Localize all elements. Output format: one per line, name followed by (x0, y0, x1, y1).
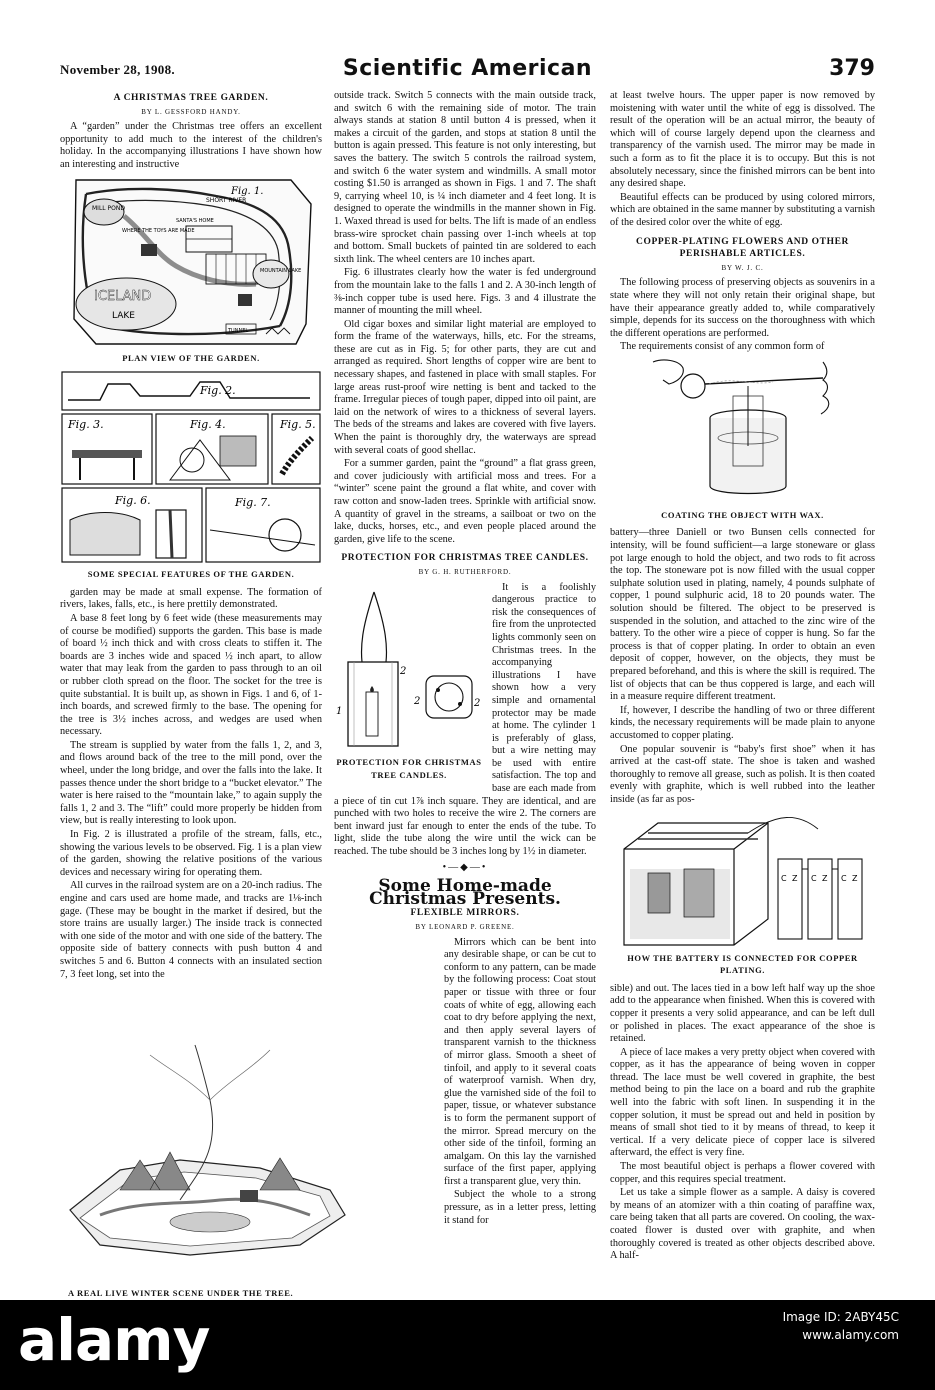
fig-number-label: Fig. 2. (200, 384, 236, 398)
paragraph: If, however, I describe the handling of two or three different kinds, the necessary requirements will be made plain to anyone accustomed to copper plating. (610, 704, 875, 741)
issue-date: November 28, 1908. (60, 62, 175, 77)
article-byline: BY G. H. RUTHERFORD. (418, 567, 512, 576)
fig-number-label: Fig. 7. (235, 496, 271, 510)
paragraph: A “garden” under the Christmas tree offers an excellent opportunity to add much to the interest of the children's holiday. In the accompanying illustrations I have shown how an interesting and instructive (60, 121, 322, 170)
section-headline: Some Home-made Christmas Presents. (369, 876, 561, 909)
plan-label: ICELAND (94, 288, 152, 304)
cell-label: C (780, 873, 787, 883)
paragraph: battery—three Daniell or two Bunsen cells connected for intensity, will be found sufficient—a large stoneware or glass pot large enough to hold the object, and two rods to fit across the top. The stoneware pot is now filled with the usual copper sulphate solution used in plating, namely, 4 pounds sulphate of copper, 1 pound sulphuric acid, 18 to 20 pounds water. The solution should be filtered. The object to be preserved is suspended in the solution, and attached to the zinc wire of the battery. To the other wire a piece of copper is hung. So far the process is that of copper plating. In order to obtain an even deposit of copper, however, on the objects, they must be prepared beforehand, and this is where the skill is required. The list of objects that can be thus coppered is large, and each will in a measure require different treatment. (610, 527, 875, 703)
paragraph: A piece of lace makes a very pretty object when covered with copper, as it has the appearance of being woven in copper thread. The lace must be well covered in graphite, the best method being to pin the lace on a board and rub the graphite well into the fabric with soft linen. In suspending it in the copper solution, it must be spread out and held in position by means of small shot tied to it by means of thread, to keep it vertical. If a very delicate piece of copper lace is silvered afterward, the effect is very fine. (610, 1046, 875, 1159)
fig-number-label: Fig. 4. (190, 418, 226, 432)
image-id: Image ID: 2ABY45C (782, 1310, 899, 1324)
fig-number-label: Fig. 3. (68, 418, 104, 432)
article-byline: BY LEONARD P. GREENE. (415, 923, 515, 931)
article-title: A CHRISTMAS TREE GARDEN. (113, 93, 269, 103)
paragraph: The stream is supplied by water from the falls 1, 2, and 3, and flows around back of the tree to the mill pond, over the wheel, under the long bridge, and over the falls into the lake. It passes thence under the short bridge to a “bucket elevator.” The water is here raised to the “mountain lake,” to again supply the falls 1, 2 and 3. The “lift” could more properly be hidden from view, but is really interesting to look upon. (60, 739, 322, 827)
plan-label: LAKE (112, 310, 135, 321)
plan-label: MILL POND (92, 204, 125, 212)
paragraph: In Fig. 2 is illustrated a profile of the stream, falls, etc., showing the various levels to be observed. Fig. 1 is a plan view of the garden, showing the relative positions of the various devices and necessary wiring for operating them. (60, 829, 322, 878)
article-title: PROTECTION FOR CHRISTMAS TREE CANDLES. (341, 553, 589, 564)
masthead-title: Scientific American (342, 56, 593, 81)
cell-label: Z (851, 873, 857, 883)
garden-plan-figure (66, 174, 316, 349)
battery-plating-figure (618, 809, 868, 949)
site-url: www.alamy.com (802, 1328, 899, 1342)
paragraph: For a summer garden, paint the “ground” a flat grass green, and cover judiciously with artificial moss and trees. For a “winter” scene paint the ground a flat white, and cover with raw cotton and snow-laden trees. Sprinkle with artificial snow. A quantity of gravel in the streams, a sailboat or two on the lake, ducks, horses, etc., and even people placed around the garden, give life to the scene. (334, 458, 596, 545)
paragraph: One popular souvenir is “baby's first shoe” when it has arrived at the cast-off state. The shoe is taken and washed thoroughly to remove all grease, such as polish. It is then coated evenly with graphite, which is well rubbed into the leather inside (as far as pos- (610, 743, 875, 805)
paragraph: It is a foolishly dangerous practice to risk the consequences of fire from the unprotected lights commonly seen on Christmas trees. In the accompanying illustrations I have shown how a very simple and ornamental protector may be made at home. The cylinder 1 is preferably of glass, but a wire netting may be used with entire satisfaction. The top and base are each made from a piece of tin cut 1⅞ inch square. They are identical, and are punched with two holes to receive the wire 2. The corners are bent inward just far enough to enter the ends of the tube. To light, slide the tube along the wire until the wick can be reached. The tube should be 3 inches long by 1½ in diameter. (334, 581, 596, 858)
figure-caption: SOME SPECIAL FEATURES OF THE GARDEN. (87, 569, 295, 580)
figure-caption: A REAL LIVE WINTER SCENE UNDER THE TREE. (68, 1288, 294, 1298)
figure-caption: HOW THE BATTERY IS CONNECTED FOR COPPER PLATING. (627, 952, 858, 976)
garden-features-figure (60, 370, 322, 565)
plan-label: SANTA'S HOME (176, 217, 214, 224)
plan-label: TUNNEL (228, 327, 249, 334)
paragraph: A base 8 feet long by 6 feet wide (these measurements may of course be modified) supports the garden. This base is made of board ½ inch thick and with cross cleats to stiffen it. The boards are 3 inches wide and spaced ½ inch apart, to allow water that may leak from the garden to pass through to an oil or rubber cloth spread on the floor. The socket for the tree is quite substantial. It is built up, as shown in Figs. 1 and 6, of 1-inch boards, and screwed firmly to the base. The opening for the tree is 3½ inches across, and wedges are used when necessary. (60, 612, 322, 738)
article-title: COPPER-PLATING FLOWERS AND OTHER PERISHABLE ARTICLES. (636, 236, 849, 260)
article-title: FLEXIBLE MIRRORS. (410, 908, 520, 919)
paragraph: garden may be made at small expense. The formation of rivers, lakes, falls, etc., is here prettily demonstrated. (60, 586, 322, 611)
cell-label: Z (821, 873, 827, 883)
paragraph: Old cigar boxes and similar light material are employed to form the frame of the waterways, hills, etc. For the streams, these are cut as in Fig. 5; for other parts, they are cut and arranged as required. Short lengths of copper wire are bent to necessary shapes, and fastened in place with small staples. For large areas rust-proof wire netting is bent and tacked to the frame. Irregular pieces of tough paper, dipped into oil paint, are laid on the network of wires to a thickness of several layers. The beds of the streams and lakes are covered with five layers. When the paint is thoroughly dry, the waterways are spread with several coats of good shellac. (334, 318, 596, 456)
paragraph: Subject the whole to a strong pressure, as in a letter press, letting it stand for (444, 1189, 596, 1226)
paragraph: outside track. Switch 5 connects with the main outside track, and switch 6 with the remaining side of motor. The train always stands at station 8 until button 4 is pressed, when it makes a circuit of the garden, and stops at station 8 until the button is again pressed. This feature is not only interesting, but saves the battery. The switch 5 controls the railroad system, and switch 6 the water system and windmills. A small motor costing $1.50 is arranged as shown in Figs. 1 and 7. The shaft 9, carrying wheel 10, is ¼ inch diameter and 4 feet long. It is designed to operate the windmills in the manner shown in Fig. 1. Waxed thread is used for belts. The lift is made of an endless brass-wire sprocket chain passing over 1-inch wheels at top and bottom. Small buckets of painted tin are soldered to each sixth link. The wheel centers are 10 inches apart. (334, 90, 596, 265)
figure-caption: PROTECTION FOR CHRISTMAS TREE CANDLES. (336, 757, 482, 780)
fig-number-label: 2 (414, 695, 421, 707)
fig-number-label: Fig. 6. (115, 494, 151, 508)
fig-number-label: Fig. 1. (231, 185, 264, 197)
wax-coating-figure (623, 356, 863, 506)
winter-scene-block (60, 1040, 350, 1300)
paragraph: Mirrors which can be bent into any desirable shape, or can be cut to conform to any pattern, can be made by the following process: Coat stout paper or tissue with three or four coats of white of egg, allowing each coat to dry before applying the next, and then apply several layers of transparent varnish to the thickness of mirror glass. Smooth a sheet of tinfoil, and apply to it several coats of waterproof varnish. When dry, glue the varnished side of the foil to paper, tissue, or whatever substance is to form the permanent support of the mirror. Spread mercury on the other side of the tinfoil, forming an amalgam. On this lay the varnished surface of the first paper, applying first a transparent glue, very thin. (444, 936, 596, 1187)
plan-label: MOUNTAIN LAKE (260, 267, 302, 274)
paragraph: Beautiful effects can be produced by using colored mirrors, which are obtained in the same manner by substituting a varnish of the desired color over the white of egg. (610, 191, 875, 228)
fig-number-label: 2 (400, 665, 407, 677)
paragraph: at least twelve hours. The upper paper is now removed by moistening with water until the white of egg is dissolved. The result of the operation will be an actual mirror, the beauty of which will of course largely depend upon the clearness and transparency of the varnish used. The mirror may be made in such a form as to fit the place it is to occupy. But this is not absolutely necessary, since the finished mirrors can be bent into any desired shape. (610, 90, 875, 190)
paragraph: Fig. 6 illustrates clearly how the water is fed underground from the mountain lake to the falls 1 and 2. A 30-inch length of ⅜-inch copper tube is used here. Figs. 3 and 4 illustrate the manner of mounting the mill wheel. (334, 267, 596, 317)
brand-logo: alamy (18, 1306, 210, 1374)
fig-number-label: 1 (336, 705, 343, 717)
paragraph: The requirements consist of any common form of (620, 341, 825, 353)
candle-protector-figure (334, 582, 484, 752)
page-number: 379 (829, 56, 875, 81)
column-2 (334, 90, 596, 1228)
fig-number-label: Fig. 5. (280, 418, 316, 432)
plan-label: WHERE THE TOYS ARE MADE (122, 227, 195, 234)
column-1 (60, 90, 322, 982)
cell-label: C (840, 873, 847, 883)
cell-label: C (810, 873, 817, 883)
fig-number-label: 2 (474, 697, 481, 709)
paragraph: The following process of preserving objects as souvenirs in a state where they will not only retain their original shape, but have their appearance greatly added to, while comparatively simple, depends for its success on the thoroughness with which the different operations are performed. (610, 277, 875, 339)
paragraph: The most beautiful object is perhaps a flower covered with copper, and this requires special treatment. (610, 1161, 875, 1185)
section-divider: •—◆—• (442, 861, 488, 873)
paragraph: Let us take a simple flower as a sample. A daisy is covered by means of an atomizer with a thin coating of paraffine wax, care being taken that all parts are covered. On cooling, the wax-coated flower is dusted over with graphite, and when thoroughly covered is treated as other objects described above. A half- (610, 1187, 875, 1262)
plan-label: SHORT RIVER (206, 196, 247, 204)
paragraph: sible) and out. The laces tied in a bow left half way up the shoe add to the appearance when finished. When this is covered with copper it presents a very solid appearance, and can be left dull or polished in places. The exact appearance of the shoe is retained. (610, 982, 875, 1045)
paragraph: All curves in the railroad system are on a 20-inch radius. The engine and cars used are home made, and tracks are 1⅛-inch gage. (These may be bought in the market if desired, but the store trains are usually larger.) The inside track is connected with one side of the motor and with one side of the battery. The opposite side of battery connects with push button 4 and switches 5 and 6. Button 4 connects with an insulated section 7, 3 feet long, set into the (60, 880, 323, 980)
cell-label: Z (791, 873, 797, 883)
figure-caption: PLAN VIEW OF THE GARDEN. (122, 352, 260, 363)
page-header (60, 56, 875, 86)
article-byline: BY W. J. C. (721, 263, 764, 272)
article-byline: BY L. GESSFORD HANDY. (141, 107, 241, 116)
image-info (783, 1310, 899, 1342)
winter-scene-figure (60, 1040, 350, 1280)
watermark-footer (0, 1300, 935, 1390)
figure-caption: COATING THE OBJECT WITH WAX. (661, 509, 824, 520)
candle-protector-figure-block (334, 582, 484, 784)
column-3 (610, 90, 875, 1264)
